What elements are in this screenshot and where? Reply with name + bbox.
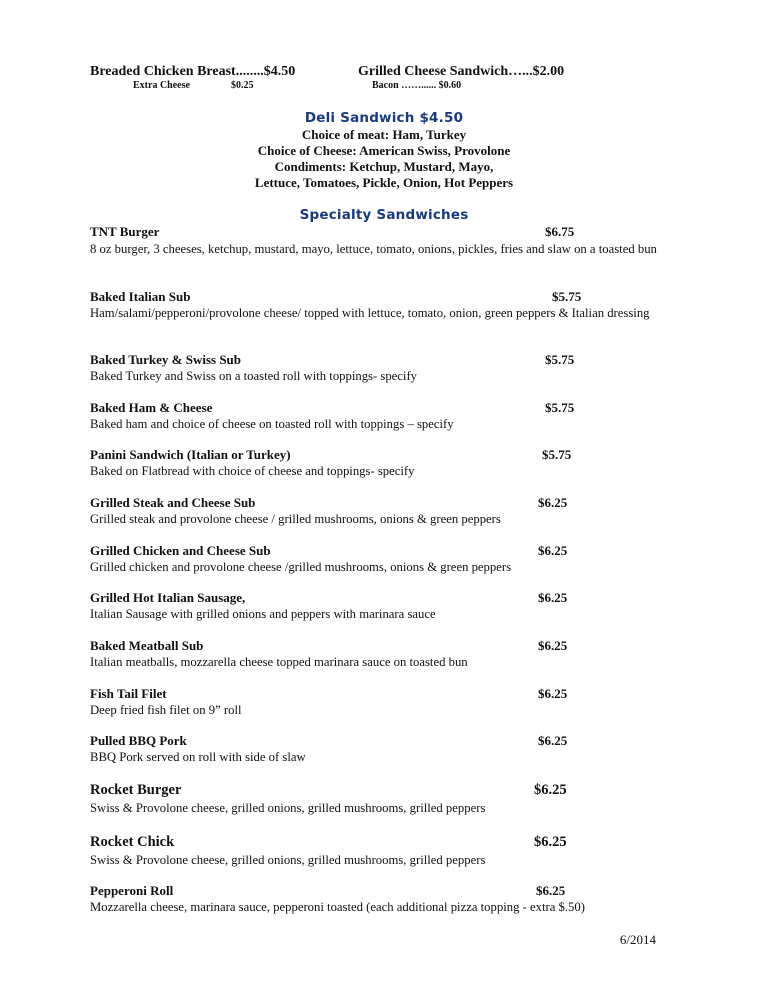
menu-item-price: $6.25 [534,782,567,798]
specialty-sandwiches-title: Specialty Sandwiches [299,207,469,223]
menu-item-price: $6.25 [538,590,568,605]
menu-item-name: Grilled Chicken and Cheese Sub [90,543,271,558]
menu-item-price: $6.25 [536,883,566,898]
menu-item-name: Baked Italian Sub [90,289,191,304]
menu-date: 6/2014 [619,932,656,947]
menu-item-price: $6.25 [538,495,568,510]
item-grilled-cheese: Grilled Cheese Sandwich…...$2.00 [358,64,565,79]
menu-item-price: $6.25 [538,733,568,748]
menu-item-description: 8 oz burger, 3 cheeses, ketchup, mustard, mayo, lettuce, tomato, onions, pickles, fries and slaw on a toasted bun [90,242,657,256]
menu-item-description: Baked Turkey and Swiss on a toasted roll with toppings- specify [90,369,418,383]
deli-line: Condiments: Ketchup, Mustard, Mayo, [274,159,494,174]
menu-item-description: Ham/salami/pepperoni/provolone cheese/ topped with lettuce, tomato, onion, green peppers & Italian dressing [90,306,650,320]
menu-item-description: Italian meatballs, mozzarella cheese topped marinara sauce on toasted bun [90,655,468,669]
menu-item-price: $6.75 [545,224,575,239]
bacon-addon: Bacon ……...... $0.60 [372,80,462,91]
deli-sandwich-title: Deli Sandwich $4.50 [304,110,464,126]
menu-item-name: Fish Tail Filet [90,686,167,701]
deli-line: Choice of Cheese: American Swiss, Provolone [257,143,511,158]
menu-item-name: Pepperoni Roll [90,883,174,898]
menu-item-name: Baked Ham & Cheese [90,400,213,415]
menu-item-price: $5.75 [545,352,575,367]
menu-item-description: Swiss & Provolone cheese, grilled onions, grilled mushrooms, grilled peppers [90,801,486,815]
menu-item-description: Swiss & Provolone cheese, grilled onions, grilled mushrooms, grilled peppers [90,853,486,867]
menu-item-description: BBQ Pork served on roll with side of slaw [90,750,306,764]
menu-item-name: Rocket Burger [90,782,182,798]
extra-cheese-label: Extra Cheese [133,80,190,91]
menu-item-price: $6.25 [538,543,568,558]
deli-line: Lettuce, Tomatoes, Pickle, Onion, Hot Peppers [254,175,514,190]
deli-line: Choice of meat: Ham, Turkey [301,127,467,142]
menu-item-name: Panini Sandwich (Italian or Turkey) [90,447,291,462]
menu-item-description: Mozzarella cheese, marinara sauce, pepperoni toasted (each additional pizza topping - extra $.50) [90,900,585,914]
menu-item-name: Grilled Hot Italian Sausage, [90,590,246,605]
menu-item-name: Baked Turkey & Swiss Sub [90,352,242,367]
extra-cheese-price: $0.25 [231,80,254,91]
menu-item-description: Baked on Flatbread with choice of cheese and toppings- specify [90,464,415,478]
menu-item-name: TNT Burger [90,224,160,239]
item-breaded-chicken: Breaded Chicken Breast........$4.50 [90,64,296,79]
menu-item-description: Italian Sausage with grilled onions and peppers with marinara sauce [90,607,436,621]
menu-item-description: Baked ham and choice of cheese on toasted roll with toppings – specify [90,417,454,431]
menu-item-price: $5.75 [542,447,572,462]
menu-item-price: $5.75 [545,400,575,415]
menu-item-description: Grilled chicken and provolone cheese /grilled mushrooms, onions & green peppers [90,560,512,574]
menu-item-name: Baked Meatball Sub [90,638,204,653]
menu-item-name: Grilled Steak and Cheese Sub [90,495,256,510]
menu-item-price: $5.75 [552,289,582,304]
menu-item-description: Grilled steak and provolone cheese / grilled mushrooms, onions & green peppers [90,512,501,526]
menu-item-name: Rocket Chick [90,834,175,850]
menu-item-name: Pulled BBQ Pork [90,733,187,748]
menu-item-price: $6.25 [538,686,568,701]
menu-item-price: $6.25 [534,834,567,850]
menu-item-description: Deep fried fish filet on 9” roll [90,703,242,717]
menu-item-price: $6.25 [538,638,568,653]
